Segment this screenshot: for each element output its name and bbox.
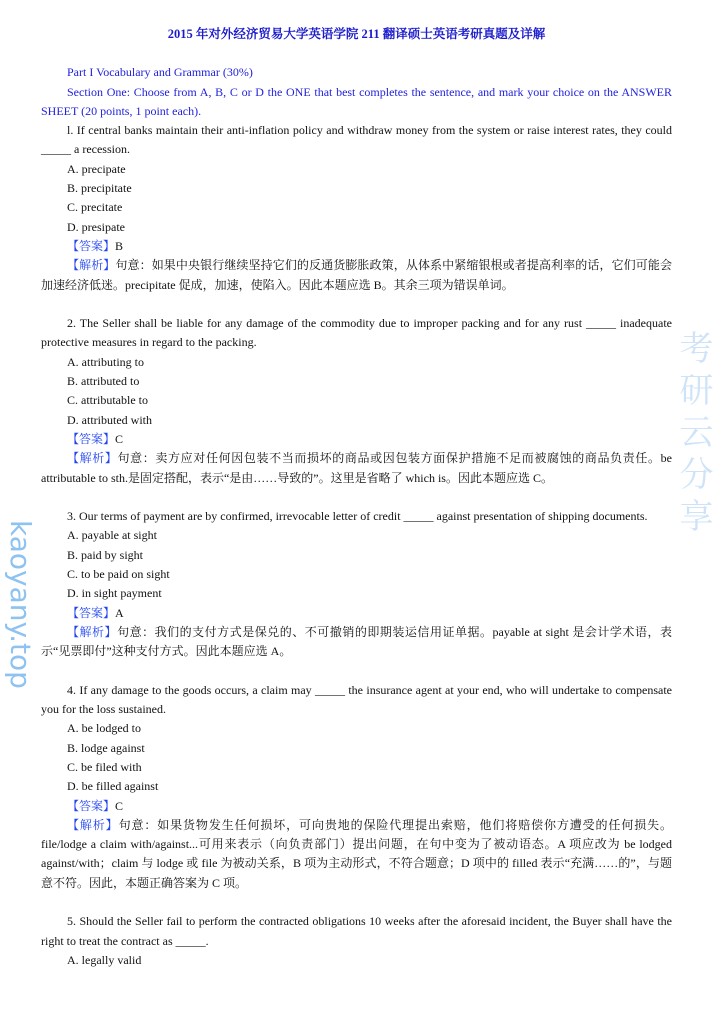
answer-option: A. precipate (67, 161, 126, 176)
answer-label: 【答案】 (67, 605, 116, 620)
question-stem: 4. If any damage to the goods occurs, a claim may _____ the insurance agent at your end, who will undertake to compensate you for the loss sustained. (41, 682, 672, 717)
answer-value: C (115, 798, 124, 813)
analysis-label: 【解析】 (67, 258, 116, 273)
answer-value: A (115, 605, 124, 620)
answer-option: D. attributed with (67, 412, 152, 427)
question-stem: 5. Should the Seller fail to perform the contracted obligations 10 weeks after the aforesaid incident, the Buyer shall have the right to treat the contract as _____. (41, 914, 672, 948)
answer-line (41, 430, 672, 449)
question-stem: l. If central banks maintain their anti-inflation policy and withdraw money from the system or raise interest rates, they could _____ a recession. (41, 123, 672, 157)
answer-option: D. be filled against (67, 779, 159, 794)
answer-option: A. legally valid (67, 952, 142, 967)
question-stem: 3. Our terms of payment are by confirmed, irrevocable letter of credit _____ against presentation of shipping documents. (67, 509, 648, 524)
watermark-url: kaoyany.top (4, 520, 37, 689)
analysis-label: 【解析】 (67, 451, 118, 466)
questions-list (41, 121, 672, 970)
answer-option: B. attributed to (67, 374, 140, 389)
answer-option: C. be filed with (67, 759, 142, 774)
question-block (41, 488, 672, 662)
answer-option: C. precitate (67, 200, 123, 215)
answer-option: D. presipate (67, 219, 125, 234)
document-title: 2015 年对外经济贸易大学英语学院 211 翻译硕士英语考研真题及详解 (167, 27, 546, 41)
answer-line (41, 604, 672, 623)
answer-label: 【答案】 (67, 238, 116, 253)
answer-label: 【答案】 (67, 798, 116, 813)
analysis-text: 句意：卖方应对任何因包装不当而损坏的商品或因包装方面保护措施不足而被腐蚀的商品负责任。be attributable to sth.是固定搭配，表示“是由……导致的”。这里是省略了 which is。因此本题应选 C。 (41, 451, 672, 485)
answer-option: B. precipitate (67, 181, 132, 196)
spacer (41, 893, 672, 912)
analysis-label: 【解析】 (67, 817, 119, 832)
analysis-text: 句意：如果货物发生任何损坏，可向贵地的保险代理提出索赔，他们将赔偿你方遭受的任何损失。file/lodge a claim with/against...可用来表示（向负责部门）提出问题，在句中变为了被动语态。A 项应改为 be lodged against/with；claim 与 lodge 或 file 为被动关系，B 项为主动形式，不符合题意；D 项中的 filled 表示“充满……的”，与题意不符。因此，本题正确答案为 C 项。 (41, 817, 672, 890)
answer-option: A. attributing to (67, 354, 144, 369)
answer-option: B. paid by sight (67, 547, 144, 562)
question-block (41, 893, 672, 970)
watermark-cn: 考研云分享 (673, 330, 713, 540)
analysis-text: 句意：如果中央银行继续坚持它们的反通货膨胀政策，从体系中紧缩银根或者提高利率的话，它们可能会加速经济低迷。precipitate 促成，加速，使陷入。因此本题应选 B。其余三项为错误单词。 (41, 258, 672, 292)
answer-option: D. in sight payment (67, 586, 162, 601)
answer-option: C. to be paid on sight (67, 567, 170, 582)
answer-option: C. attributable to (67, 393, 148, 408)
answer-option: A. payable at sight (67, 528, 157, 543)
answer-label: 【答案】 (67, 431, 116, 446)
question-block (41, 121, 672, 295)
analysis-line (41, 816, 672, 893)
analysis-line (41, 449, 672, 488)
answer-line (41, 237, 672, 256)
document-page (41, 25, 672, 970)
answer-line (41, 797, 672, 816)
analysis-text: 句意：我们的支付方式是保兑的、不可撤销的即期装运信用证单据。payable at sight 是会计学术语，表示“见票即付”这种支付方式。因此本题应选 A。 (41, 624, 672, 659)
spacer (41, 295, 672, 314)
part-heading: Part I Vocabulary and Grammar (30%) (67, 65, 253, 80)
spacer (41, 662, 672, 681)
question-stem: 2. The Seller shall be liable for any damage of the commodity due to improper packing and for any rust _____ inadequate protective measures in regard to the packing. (41, 316, 672, 350)
question-block (41, 295, 672, 488)
answer-value: C (115, 431, 124, 446)
answer-value: B (115, 238, 124, 253)
question-block (41, 662, 672, 894)
section-instructions: Section One: Choose from A, B, C or D the ONE that best completes the sentence, and mark your choice on the ANSWER SHEET (20 points, 1 point each). (41, 84, 672, 118)
analysis-line (41, 623, 672, 662)
analysis-label: 【解析】 (67, 624, 118, 639)
answer-option: B. lodge against (67, 740, 145, 755)
answer-option: A. be lodged to (67, 721, 141, 736)
analysis-line (41, 256, 672, 295)
spacer (41, 488, 672, 507)
